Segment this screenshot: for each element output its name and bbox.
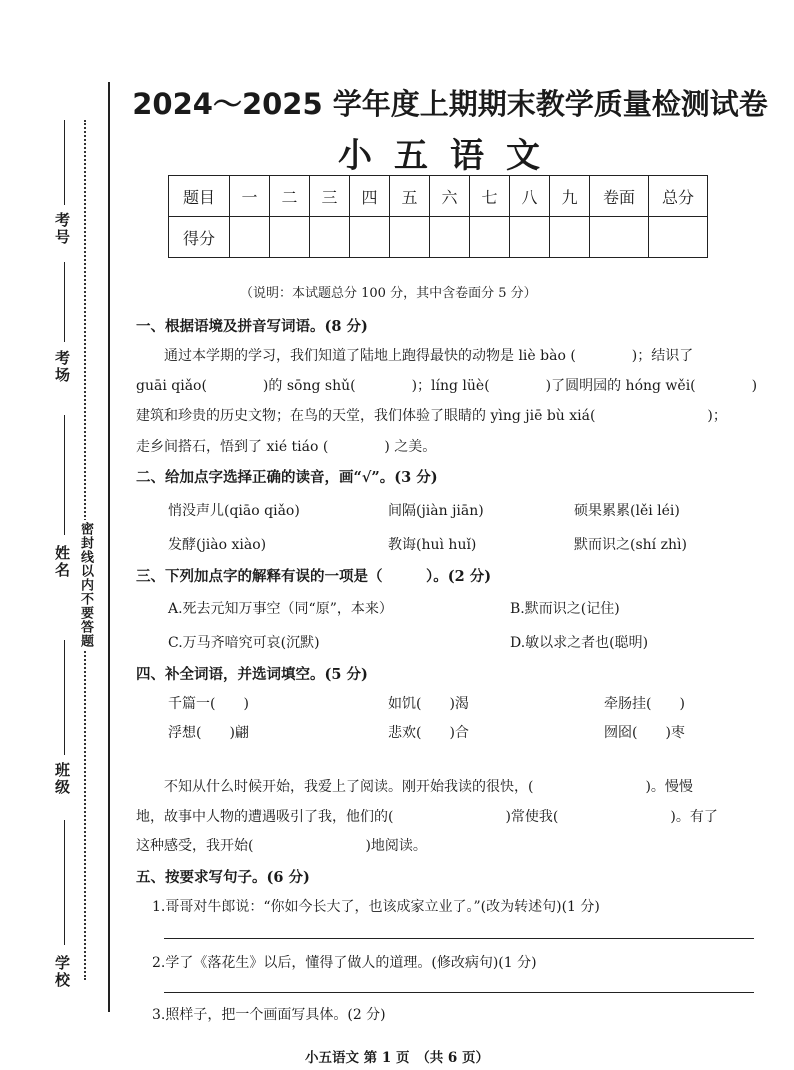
section-1-line: guāi qiǎo( )的 sōng shǔ( )；líng lüè( )了圆明园的 hóng wěi( ) — [136, 378, 758, 394]
answer-line[interactable] — [164, 992, 754, 993]
pinyin-choice-item: 发酵(jiào xiào) — [168, 537, 267, 553]
score-entry-cell[interactable] — [350, 217, 390, 258]
score-entry-cell[interactable] — [270, 217, 310, 258]
idiom-blank: 囫囵( )枣 — [604, 725, 685, 741]
section-1-line: 走乡间搭石，悟到了 xié tiáo ( ) 之美。 — [136, 439, 437, 455]
idiom-blank: 千篇一( ) — [168, 696, 249, 712]
score-cell: 八 — [510, 176, 550, 217]
margin-rule — [108, 82, 110, 1012]
exam-note: （说明：本试题总分 100 分，其中含卷面分 5 分） — [240, 286, 537, 301]
score-cell: 二 — [270, 176, 310, 217]
score-table — [168, 175, 708, 258]
section-2-heading: 二、给加点字选择正确的读音，画“√”。(3 分) — [136, 469, 438, 486]
label-exam-room: 考场 — [53, 350, 71, 384]
score-entry-cell[interactable] — [310, 217, 350, 258]
choice-option-d: D.敏以求之者也(聪明) — [510, 635, 649, 651]
idiom-blank: 悲欢( )合 — [388, 725, 469, 741]
section-1-line: 通过本学期的学习，我们知道了陆地上跑得最快的动物是 liè bào ( )；结识了 — [164, 348, 694, 364]
score-entry-cell[interactable] — [510, 217, 550, 258]
score-cell: 五 — [390, 176, 430, 217]
label-class: 班级 — [53, 762, 71, 796]
score-cell: 总分 — [649, 176, 708, 217]
pinyin-choice-item: 默而识之(shí zhì) — [574, 537, 687, 553]
score-cell: 六 — [430, 176, 470, 217]
passage-line: 这种感受，我开始( )地阅读。 — [136, 838, 427, 854]
seal-warning-text: 密封线以内不要答题 — [78, 522, 93, 648]
score-table-header-row — [169, 176, 708, 217]
question-5-1: 1.哥哥对牛郎说：“你如今长大了，也该成家立业了。”(改为转述句)(1 分) — [152, 899, 600, 915]
pinyin-choice-item: 教诲(huì huǐ) — [388, 537, 477, 553]
pinyin-choice-item: 间隔(jiàn jiān) — [388, 503, 484, 519]
section-1-heading: 一、根据语境及拼音写词语。(8 分) — [136, 318, 368, 335]
score-cell: 三 — [310, 176, 350, 217]
choice-option-c: C.万马齐喑究可哀(沉默) — [168, 635, 320, 651]
score-entry-cell[interactable] — [430, 217, 470, 258]
answer-line[interactable] — [164, 938, 754, 939]
page-footer: 小五语文 第 1 页 （共 6 页） — [304, 1050, 490, 1066]
class-line — [64, 640, 65, 755]
score-cell: 题目 — [169, 176, 230, 217]
score-entry-cell[interactable] — [590, 217, 649, 258]
label-name: 姓名 — [53, 545, 71, 579]
label-exam-number: 考号 — [53, 212, 71, 246]
choice-option-b: B.默而识之(记住) — [510, 601, 620, 617]
score-entry-cell[interactable] — [470, 217, 510, 258]
choice-option-a: A.死去元知万事空（同“原”，本来） — [168, 601, 393, 617]
section-1-line: 建筑和珍贵的历史文物；在鸟的天堂，我们体验了眼睛的 yìng jiē bù xiá( )； — [136, 408, 727, 424]
label-school: 学校 — [53, 955, 71, 989]
score-entry-cell[interactable] — [230, 217, 270, 258]
score-cell: 四 — [350, 176, 390, 217]
score-entry-cell[interactable] — [550, 217, 590, 258]
score-cell: 卷面 — [590, 176, 649, 217]
idiom-blank: 牵肠挂( ) — [604, 696, 685, 712]
idiom-blank: 浮想( )翩 — [168, 725, 249, 741]
exam-room-line — [64, 262, 65, 342]
name-line — [64, 415, 65, 535]
section-5-heading: 五、按要求写句子。(6 分) — [136, 869, 310, 886]
score-table-score-row — [169, 217, 708, 258]
exam-title: 2024～2025 学年度上期期末教学质量检测试卷 — [132, 87, 768, 121]
score-cell: 一 — [230, 176, 270, 217]
score-row-label: 得分 — [169, 217, 230, 258]
passage-line: 不知从什么时候开始，我爱上了阅读。刚开始我读的很快，( )。慢慢 — [164, 779, 693, 795]
idiom-blank: 如饥( )渴 — [388, 696, 469, 712]
score-cell: 九 — [550, 176, 590, 217]
school-line — [64, 820, 65, 945]
section-4-heading: 四、补全词语，并选词填空。(5 分) — [136, 666, 368, 683]
binding-margin — [0, 0, 110, 1070]
pinyin-choice-item: 硕果累累(lěi léi) — [574, 503, 680, 519]
passage-line: 地，故事中人物的遭遇吸引了我，他们的( )常使我( )。有了 — [136, 809, 718, 825]
score-entry-cell[interactable] — [649, 217, 708, 258]
exam-subtitle: 小五语文 — [338, 136, 562, 176]
pinyin-choice-item: 悄没声儿(qiāo qiǎo) — [168, 503, 300, 519]
score-entry-cell[interactable] — [390, 217, 430, 258]
question-5-3: 3.照样子，把一个画面写具体。(2 分) — [152, 1007, 386, 1023]
score-cell: 七 — [470, 176, 510, 217]
question-5-2: 2.学了《落花生》以后，懂得了做人的道理。(修改病句)(1 分) — [152, 955, 537, 971]
exam-number-line — [64, 120, 65, 205]
section-3-heading: 三、下列加点字的解释有误的一项是（ ）。(2 分) — [136, 568, 492, 585]
